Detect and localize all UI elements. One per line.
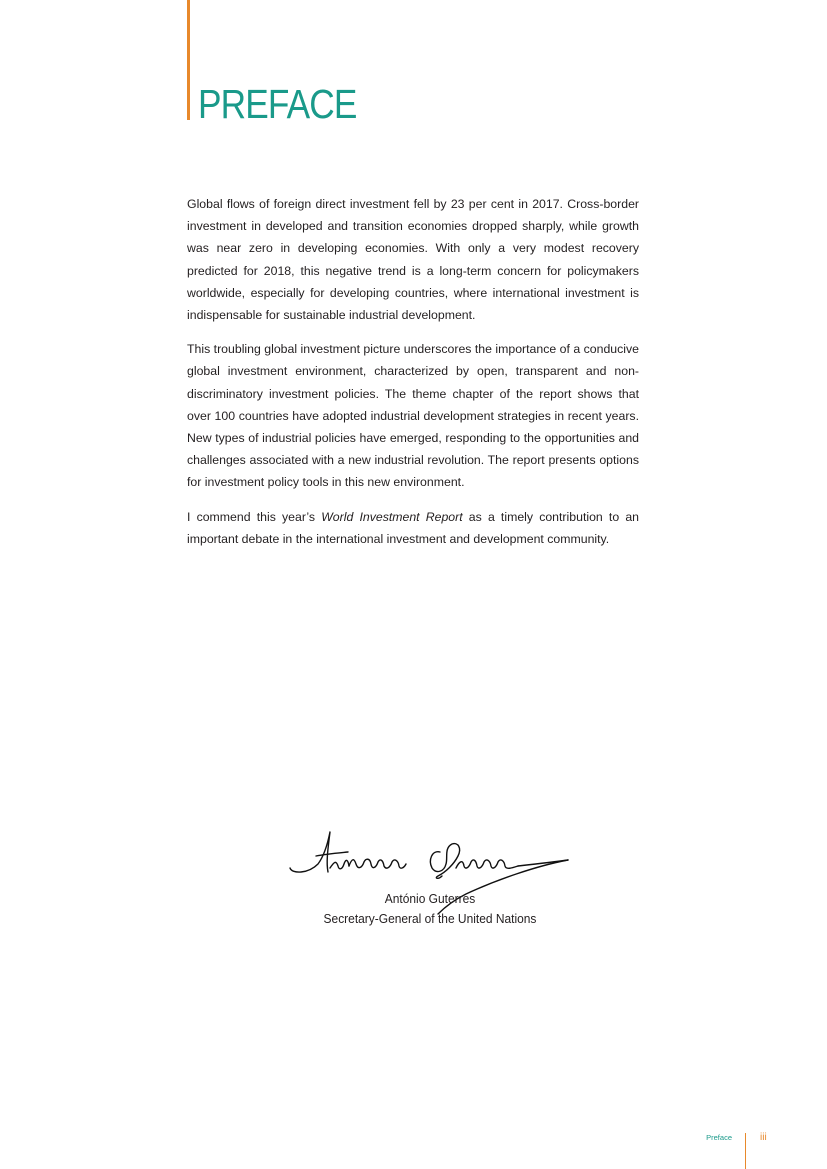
closing-text-end: as a timely contribution to an important debate in the international investment and development community. <box>187 509 639 546</box>
preface-body <box>187 193 639 562</box>
signature-block <box>280 822 580 932</box>
paragraph-1: Global flows of foreign direct investment fell by 23 per cent in 2017. Cross-border investment in developed and transition economies dropped sharply, while growth was near zero in developing economies. With only a very modest recovery predicted for 2018, this negative trend is a long-term concern for policymakers worldwide, especially for developing countries, where international investment is indispensable for sustainable industrial development. <box>187 197 639 323</box>
closing-text-start: I commend this year’s <box>187 509 322 524</box>
paragraph-3 <box>187 506 639 550</box>
footer-section-label: Preface <box>706 1133 732 1142</box>
title-accent-bar <box>187 0 190 120</box>
footer-divider <box>745 1133 746 1169</box>
signatory-name: António Guterres <box>384 891 476 906</box>
signatory-title: Secretary-General of the United Nations <box>323 911 537 926</box>
footer-page-number: iii <box>760 1132 767 1143</box>
report-title-italic: World Investment Report <box>321 509 463 524</box>
page-title: PREFACE <box>198 81 357 127</box>
paragraph-2: This troubling global investment picture underscores the importance of a conducive global investment environment, characterized by open, transparent and non-discriminatory investment policies. The theme chapter of the report shows that over 100 countries have adopted industrial development strategies in recent years. New types of industrial policies have emerged, responding to the opportunities and challenges associated with a new industrial revolution. The report presents options for investment policy tools in this new environment. <box>187 342 639 490</box>
